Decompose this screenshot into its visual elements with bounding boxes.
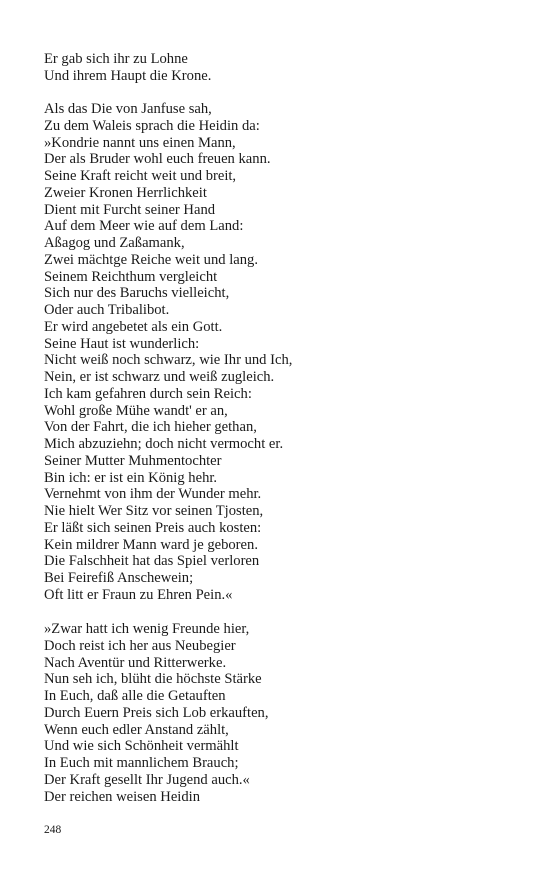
verse-line: »Kondrie nannt uns einen Mann, <box>44 134 236 151</box>
verse-line: Vernehmt von ihm der Wunder mehr. <box>44 486 262 503</box>
verse-line: Er wird angebetet als ein Gott. <box>44 318 223 335</box>
verse-line: Seiner Mutter Muhmentochter <box>44 452 222 469</box>
stanza-1 <box>44 51 211 85</box>
verse-line: Aßagog und Zaßamank, <box>44 235 185 251</box>
verse-line: Nach Aventür und Ritterwerke. <box>44 654 227 671</box>
verse-line: Sich nur des Baruchs vielleicht, <box>44 285 230 302</box>
verse-line: Der Kraft gesellt Ihr Jugend auch.« <box>44 771 250 788</box>
verse-line: Er gab sich ihr zu Lohne <box>44 51 188 67</box>
verse-line: Mich abzuziehn; doch nicht vermocht er. <box>44 436 284 452</box>
verse-line: Und ihrem Haupt die Krone. <box>44 67 212 84</box>
verse-line: Und wie sich Schönheit vermählt <box>44 738 239 755</box>
verse-line: Zu dem Waleis sprach die Heidin da: <box>44 117 260 134</box>
verse-line: Bei Feirefiß Anschewein; <box>44 570 194 586</box>
verse-line: Er läßt sich seinen Preis auch kosten: <box>44 519 262 536</box>
verse-line: Kein mildrer Mann ward je geboren. <box>44 536 258 553</box>
verse-line: Dient mit Furcht seiner Hand <box>44 201 216 218</box>
verse-line: Auf dem Meer wie auf dem Land: <box>44 218 244 235</box>
verse-line: In Euch mit mannlichem Brauch; <box>44 755 239 771</box>
verse-line: Der als Bruder wohl euch freuen kann. <box>44 151 271 168</box>
verse-line: Nicht weiß noch schwarz, wie Ihr und Ich, <box>44 352 293 369</box>
verse-line: Bin ich: er ist ein König hehr. <box>44 469 218 486</box>
verse-line: Nie hielt Wer Sitz vor seinen Tjosten, <box>44 503 264 519</box>
verse-line: Wohl große Mühe wandt' er an, <box>44 402 228 419</box>
verse-line: Von der Fahrt, die ich hieher gethan, <box>44 419 257 436</box>
verse-line: In Euch, daß alle die Getauften <box>44 688 226 704</box>
page-number: 248 <box>44 824 62 836</box>
verse-line: Doch reist ich her aus Neubegier <box>44 637 236 654</box>
verse-line: Nein, er ist schwarz und weiß zugleich. <box>44 369 275 385</box>
verse-line: »Zwar hatt ich wenig Freunde hier, <box>44 621 250 637</box>
verse-line: Zwei mächtge Reiche weit und lang. <box>44 251 258 268</box>
verse-line: Seine Kraft reicht weit und breit, <box>44 168 237 184</box>
verse-line: Nun seh ich, blüht die höchste Stärke <box>44 671 262 688</box>
verse-line: Der reichen weisen Heidin <box>44 788 201 805</box>
verse-line: Durch Euern Preis sich Lob erkauften, <box>44 704 269 721</box>
verse-line: Oder auch Tribalibot. <box>44 302 170 318</box>
stanza-2 <box>44 101 292 604</box>
verse-line: Als das Die von Janfuse sah, <box>44 101 212 117</box>
verse-line: Wenn euch edler Anstand zählt, <box>44 721 229 738</box>
verse-line: Zweier Kronen Herrlichkeit <box>44 184 207 201</box>
stanza-3 <box>44 621 269 805</box>
verse-line: Die Falschheit hat das Spiel verloren <box>44 553 260 570</box>
verse-line: Seinem Reichthum vergleicht <box>44 268 218 285</box>
verse-line: Ich kam gefahren durch sein Reich: <box>44 385 252 402</box>
verse-line: Seine Haut ist wunderlich: <box>44 335 200 352</box>
verse-line: Oft litt er Fraun zu Ehren Pein.« <box>44 586 233 603</box>
